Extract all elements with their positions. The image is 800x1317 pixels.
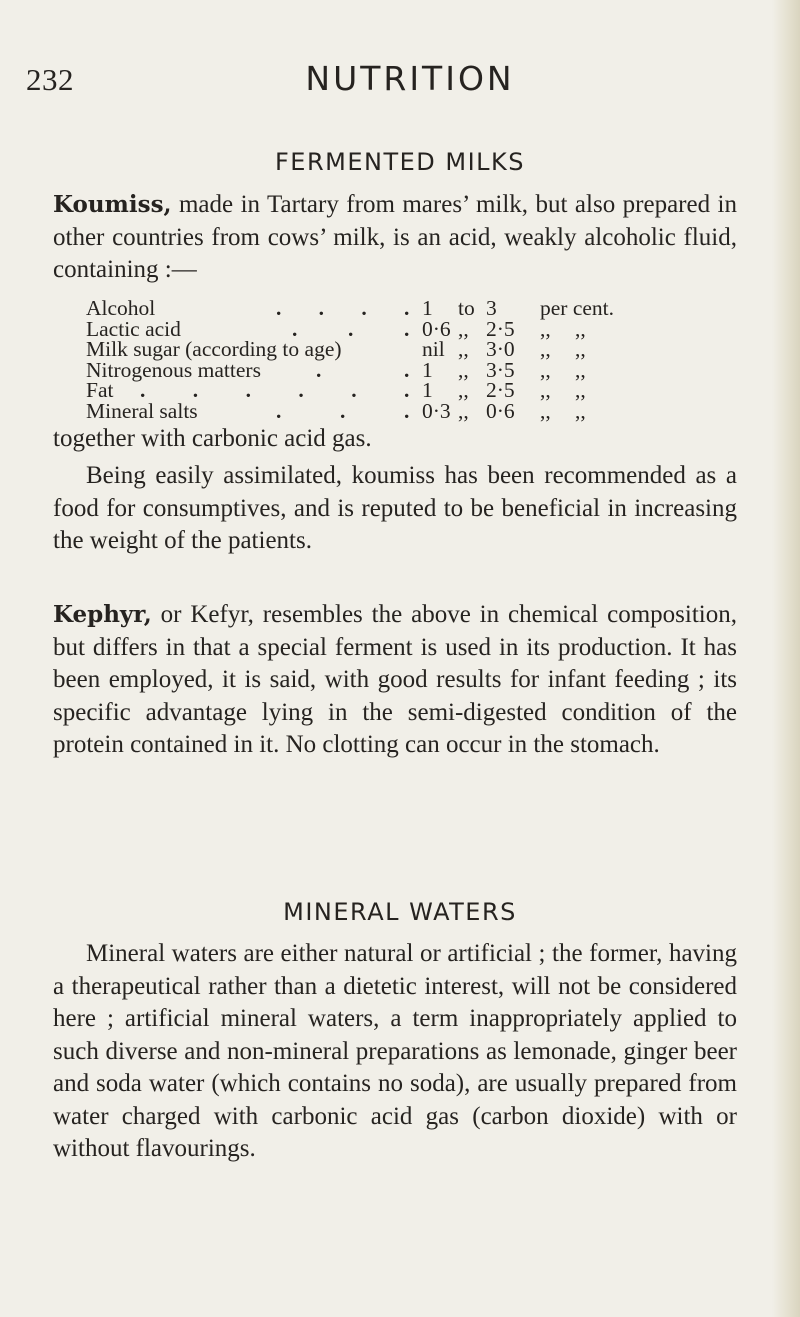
koumiss-recommendation-paragraph: Being easily assimilated, koumiss has been recommended as a food for consumptives, and is reputed to be beneficial in increasing the weight of the patients. [53, 462, 737, 554]
page-edge-shadow [772, 0, 800, 1317]
koumiss-composition-table [86, 298, 746, 421]
table-row [86, 339, 746, 360]
leader-dot: . [404, 398, 410, 423]
leader-dot: . [318, 296, 325, 320]
table-cell-label: Lactic acid [86, 316, 181, 341]
table-row [86, 316, 746, 341]
table-cell-to: 3·5 [486, 357, 515, 382]
page-number: 232 [26, 62, 74, 97]
table-cell-label: Nitrogenous matters [86, 357, 261, 382]
table-cell-unit: ,, [540, 398, 551, 423]
table-cell-unit-ditto: ,, [575, 316, 586, 341]
leader-dot: . [298, 378, 304, 402]
leader-dot: . [276, 398, 282, 423]
leader-dot: . [404, 296, 410, 320]
table-cell-unit-ditto: ,, [575, 378, 586, 402]
table-cell-unit: ,, [540, 337, 551, 361]
leader-dot: . [140, 378, 146, 402]
koumiss-paragraph [53, 189, 737, 287]
kephyr-paragraph [53, 599, 737, 762]
table-cell-separator: ,, [458, 337, 469, 361]
kephyr-term: Kephyr, [53, 601, 152, 628]
table-cell-separator: ,, [458, 378, 469, 402]
table-cell-unit: ,, [540, 316, 551, 341]
leader-dot: . [340, 398, 346, 423]
table-cell-from: nil [422, 337, 445, 361]
table-cell-unit-ditto: ,, [575, 398, 586, 423]
table-cell-label: Alcohol [86, 296, 156, 320]
table-cell-to: 0·6 [486, 398, 515, 423]
table-cell-separator: to [458, 296, 475, 320]
leader-dot: . [316, 357, 322, 382]
leader-dot: . [245, 378, 251, 402]
table-cell-from: 0·3 [422, 398, 451, 423]
mineral-waters-paragraph: Mineral waters are either natural or artificial ; the former, having a therapeutical rather than a dietetic interest, will not be considered here ; artificial mineral waters, a term inappropriately applied to such diverse and non-mineral preparations as lemonade, ginger beer and soda water (which contains no soda), are usually prepared from water charged with carbonic acid gas (carbon dioxide) with or without flavourings. [53, 940, 737, 1162]
leader-dot: . [404, 378, 410, 402]
table-cell-to: 2·5 [486, 316, 515, 341]
leader-dot: . [276, 296, 282, 320]
table-cell-unit: ,, [540, 357, 551, 382]
table-cell-unit: per cent. [540, 296, 615, 320]
table-row [86, 380, 746, 401]
leader-dot: . [192, 378, 199, 402]
section-heading-fermented-milks: FERMENTED MILKS [274, 148, 526, 176]
table-cell-from: 1 [422, 296, 433, 320]
running-head: NUTRITION [305, 59, 515, 98]
table-cell-separator: ,, [458, 316, 469, 341]
table-cell-to: 2·5 [486, 378, 515, 402]
kephyr-text: or Kefyr, resembles the above in chemical composition, but differs in that a special ferment is used in its production. It has been employed, it is said, with good results for infant feeding ; its specific advantage lying in the semi-digested condition of the protein contained in it. No clotting can occur in the stomach. [53, 601, 737, 758]
leader-dot: . [351, 378, 357, 402]
table-cell-from: 1 [422, 378, 433, 402]
table-tail-text: together with carbonic acid gas. [53, 425, 372, 452]
table-cell-separator: ,, [458, 357, 469, 382]
leader-dot: . [361, 296, 367, 320]
table-cell-to: 3·0 [486, 337, 515, 361]
koumiss-intro-text: made in Tartary from mares’ milk, but also prepared in other countries from cows’ milk, is an acid, weakly alcoholic fluid, containing :— [53, 191, 737, 283]
leader-dot: . [348, 316, 354, 341]
koumiss-term: Koumiss, [53, 191, 172, 218]
table-cell-label: Fat [86, 378, 114, 402]
table-cell-unit-ditto: ,, [575, 357, 586, 382]
table-cell-separator: ,, [458, 398, 469, 423]
leader-dot: . [404, 316, 410, 341]
table-cell-from: 1 [422, 357, 433, 382]
table-cell-unit-ditto: ,, [575, 337, 586, 361]
table-cell-to: 3 [486, 296, 497, 320]
section-heading-mineral-waters: MINERAL WATERS [283, 898, 517, 926]
table-cell-label: Milk sugar (according to age) [86, 337, 342, 361]
leader-dot: . [404, 357, 410, 382]
table-cell-unit: ,, [540, 378, 551, 402]
table-cell-label: Mineral salts [86, 398, 198, 423]
table-row [86, 357, 746, 382]
table-cell-from: 0·6 [422, 316, 451, 341]
table-row [86, 398, 746, 423]
table-row [86, 298, 746, 319]
leader-dot: . [292, 316, 298, 341]
